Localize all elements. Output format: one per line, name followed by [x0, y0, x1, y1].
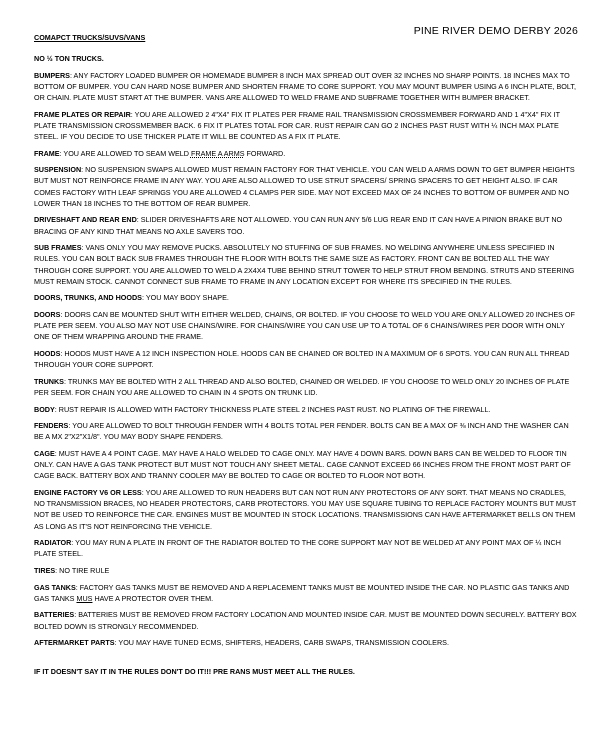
rule-text: : DOORS CAN BE MOUNTED SHUT WITH EITHER WELDED, CHAINS, OR BOLTED. IF YOU CHOOSE TO WELD YOU ARE ONLY ALLOWED 20 INCHES OF PLATE PER SEEM. YOU ALSO MAY NOT USE CHAINS/WIRE. FOR CHAINS/WIRE YOU CAN USE UP TO A TOTAL OF 6 CHAINS/WIRES PER DOOR WITH ONLY ONE OF THEM WRAPPING AROUND THE FRAME. — [34, 309, 575, 342]
rule-label: SUB FRAMES — [34, 243, 82, 253]
rule-label: GAS TANKS — [34, 582, 76, 592]
rule-paragraph — [34, 420, 578, 442]
rule-label: AFTERMARKET PARTS — [34, 638, 115, 648]
rule-text: : YOU MAY HAVE TUNED ECMS, SHIFTERS, HEADERS, CARB SWAPS, TRANSMISSION COOLERS. — [114, 638, 449, 648]
rule-label: BUMPERS — [34, 70, 70, 80]
document-title: PINE RIVER DEMO DERBY 2026 — [413, 25, 578, 37]
rule-text: : BATTERIES MUST BE REMOVED FROM FACTORY LOCATION AND MOUNTED INSIDE CAR. MUST BE MOUNTED DOWN SECURELY. BATTERY BOX BOLTED DOWN IS STRONGLY RECOMMENDED. — [34, 610, 577, 631]
rule-paragraph — [34, 565, 578, 576]
rule-text: : RUST REPAIR IS ALLOWED WITH FACTORY THICKNESS PLATE STEEL 2 INCHES PAST RUST. NO PLATING OF THE FIREWALL. — [54, 404, 491, 414]
rule-paragraph — [34, 109, 578, 143]
rule-text: : FACTORY GAS TANKS MUST BE REMOVED AND A REPLACEMENT TANKS MUST BE MOUNTED INSIDE THE CAR. NO PLASTIC GAS TANKS AND GAS TANKS — [34, 582, 570, 603]
rule-text: : YOU ARE ALLOWED TO RUN HEADERS BUT CAN NOT RUN ANY PROTECTORS OF ANY SORT. THAT MEANS NO CRADLES, NO TRANSMISSION BRACES, NO HEADER PROTECTORS, CARB PROTECTORS. YOU MAY USE SQUARE TUBING TO REPLACE FACTORY MOUNTS BUT MUST NOT BE USED TO REINFORCE THE CAR. ENGINES MUST BE MOUNTED IN STOCK LOCATIONS. TRANSMISSIONS CAN HAVE AFTERMARKET BELLS ON THEM AS LONG AS IT'S NOT REINFORCING THE VEHICLE. — [34, 487, 577, 531]
rule-paragraph — [34, 537, 578, 559]
rule-paragraph — [34, 582, 578, 604]
rule-text: : VANS ONLY YOU MAY REMOVE PUCKS. ABSOLUTELY NO STUFFING OF SUB FRAMES. NO WELDING ANYWHERE UNLESS SPECIFIED IN RULES. YOU CAN BOLT BACK SUB FRAMES THROUGH THE FLOOR WITH BOLTS THE SAME SIZE AS FACTORY. FRONT CAN BE BOLTED ALL THE WAY THROUGH CORE SUPPORT. YOU ARE ALLOWED TO WELD A 2X4X4 TUBE BEHIND STRUT TOWER TO HELP STRUT FROM BENDING. STRUTS AND STEERING MUST REMAIN STOCK. CANNOT CONNECT SUB FRAME TO FRAME IN ANY LOCATION EXCEPT FOR WHERE ITS SPECIFIED IN THE RULES. — [34, 243, 575, 286]
rule-text: : TRUNKS MAY BE BOLTED WITH 2 ALL THREAD AND ALSO BOLTED, CHAINED OR WELDED. IF YOU CHOOSE TO WELD ONLY 20 INCHES OF PLATE PER SEEM. FOR CHAIN YOU ARE ALLOWED TO CHAIN IN 4 SPOTS ON TRUNK LID. — [34, 376, 570, 397]
rule-paragraph — [34, 637, 578, 648]
rule-text: : HOODS MUST HAVE A 12 INCH INSPECTION HOLE. HOODS CAN BE CHAINED OR BOLTED IN A MAXIMUM OF 6 SPOTS. YOU CAN RUN ALL THREAD THROUGH YOUR CORE SUPPORT. — [34, 348, 570, 370]
rule-label: BODY — [34, 404, 55, 414]
rule-label: DOORS, TRUNKS, AND HOODS — [34, 293, 142, 303]
rule-label: RADIATOR — [34, 538, 72, 548]
rule-paragraph — [34, 348, 578, 370]
rule-paragraph — [34, 404, 578, 415]
rule-text: : NO SUSPENSION SWAPS ALLOWED MUST REMAIN FACTORY FOR THAT VEHICLE. YOU CAN WELD A ARMS DOWN TO GET BUMPER HEIGHTS BUT MUST NOT REINFORCE FRAME IN ANY WAY. YOU ARE ALSO ALLOWED TO USE STRUT SPACERS/ SPRING SPACERS TO GET HEIGHT ALSO. IF CAR COMES FACTORY WITH LEAF SPRINGS YOU ARE ALLOWED 4 CLAMPS PER SIDE. MAY NOT EXCEED MAX OF 24 INCHES TO BOTTOM OF BUMPER AND NO LOWER THAN 18 INCHES TO THE BOTTOM OF REAR BUMPER. — [34, 165, 575, 208]
spacer — [34, 654, 578, 666]
rule-paragraph — [34, 70, 578, 104]
section-heading: COMAPCT TRUCKS/SUVS/VANS — [34, 33, 146, 42]
rule-text: : ANY FACTORY LOADED BUMPER OR HOMEMADE BUMPER 8 INCH MAX SPREAD OUT OVER 32 INCHES NO SHARP POINTS. 18 INCHES MAX TO BOTTOM OF BUMPER. YOU CAN HARD NOSE BUMPER AND SHORTEN FRAME TO CORE SUPPORT. YOU MAY MOUNT BUMPER USING A 6 INCH PLATE, BOLT, OR CHAIN. PLATE MUST START AT THE BUMPER. VANS ARE ALLOWED TO WELD FRAME AND SUBFRAME TOGETHER WITH BUMPER BRACKET. — [34, 70, 576, 102]
rules-list — [34, 53, 578, 648]
rule-paragraph — [34, 53, 578, 64]
rule-paragraph — [34, 164, 578, 209]
rule-label: HOODS — [34, 348, 61, 358]
rule-text: : YOU MAY RUN A PLATE IN FRONT OF THE RADIATOR BOLTED TO THE CORE SUPPORT MAY NOT BE WELDED AT ANY POINT MAX OF ¼ INCH PLATE STEEL. — [34, 538, 561, 559]
rule-paragraph — [34, 309, 578, 343]
rule-text: : MUST HAVE A 4 POINT CAGE. MAY HAVE A HALO WELDED TO CAGE ONLY. MAY HAVE 4 DOWN BARS. DOWN BARS CAN BE WELDED TO FLOOR TIN ONLY. CAN HAVE A GAS TANK PROTECT BUT MUST NOT TOUCH ANY SHEET METAL. CAGE CANNOT EXCEED 66 INCHES FROM THE FRONT MOST PART OF CAGE BACK. BATTERY BOX AND TRANNY COOLER MAY BE BOLTED TO CAGE OR BOLTED TO FLOOR NOT BOTH. — [34, 448, 571, 481]
rule-paragraph — [34, 376, 578, 398]
rule-label: DOORS — [34, 309, 61, 319]
rule-label: DRIVESHAFT AND REAR END — [34, 215, 137, 225]
rule-underlined-text: FRAME A ARMS — [190, 148, 245, 158]
rule-label: FRAME PLATES OR REPAIR — [34, 109, 131, 119]
rule-paragraph — [34, 448, 578, 482]
rule-paragraph — [34, 292, 578, 303]
rules-document — [34, 33, 578, 677]
rule-underlined-text: MUS — [76, 593, 93, 603]
rule-text: : NO TIRE RULE — [55, 565, 110, 575]
rule-label: TIRES — [34, 565, 56, 575]
rule-label: CAGE — [34, 448, 55, 458]
rule-label: NO ½ TON TRUCKS. — [34, 54, 104, 63]
rule-text: : YOU ARE ALLOWED 2 4"X4" FIX IT PLATES PER FRAME RAIL TRANSMISSION CROSSMEMBER FORWARD AND 1 4"X4" FIX IT PLATE TRANSMISSION CROSSMEMBER BACK. 6 FIX IT PLATES TOTAL FOR CAR. RUST REPAIR CAN GO 2 INCHES PAST RUST WITH ¼ INCH MAX PLATE STEEL. IF YOU DECIDE TO USE THICKER PLATE IT WILL BE COUNTED AS A FIX IT PLATE. — [34, 109, 560, 141]
rule-text: : SLIDER DRIVESHAFTS ARE NOT ALLOWED. YOU CAN RUN ANY 5/6 LUG REAR END IT CAN HAVE A PINION BRAKE BUT NO BRACING OF ANY KIND THAT MEANS NO AXLE SAVERS TOO. — [34, 215, 563, 236]
rule-label: SUSPENSION — [34, 165, 82, 175]
rule-text: : YOU MAY BODY SHAPE. — [141, 293, 229, 303]
rule-text: : YOU ARE ALLOWED TO BOLT THROUGH FENDER WITH 4 BOLTS TOTAL PER FENDER. BOLTS CAN BE A MAX OF ⅜ INCH AND THE WASHER CAN BE A MX 2"X2"X1/8". YOU MAY BODY SHAPE FENDERS. — [34, 421, 569, 442]
rule-label: TRUNKS — [34, 376, 64, 386]
rule-text: : YOU ARE ALLOWED TO SEAM WELD — [59, 148, 191, 158]
rule-label: FRAME — [34, 148, 60, 158]
rule-label: BATTERIES — [34, 610, 75, 620]
rule-paragraph — [34, 242, 578, 287]
rule-label: FENDERS — [34, 421, 69, 431]
rule-paragraph — [34, 487, 578, 532]
rule-text-after: FORWARD. — [244, 148, 286, 158]
footer-note: IF IT DOESN'T SAY IT IN THE RULES DON'T DO IT!!! PRE RANS MUST MEET ALL THE RULES. — [34, 666, 355, 676]
rule-paragraph — [34, 214, 578, 236]
rule-text-after: HAVE A PROTECTOR OVER THEM. — [92, 593, 214, 603]
rule-label: ENGINE FACTORY V6 OR LESS — [34, 487, 142, 497]
rule-paragraph — [34, 609, 578, 631]
rule-paragraph — [34, 148, 578, 159]
